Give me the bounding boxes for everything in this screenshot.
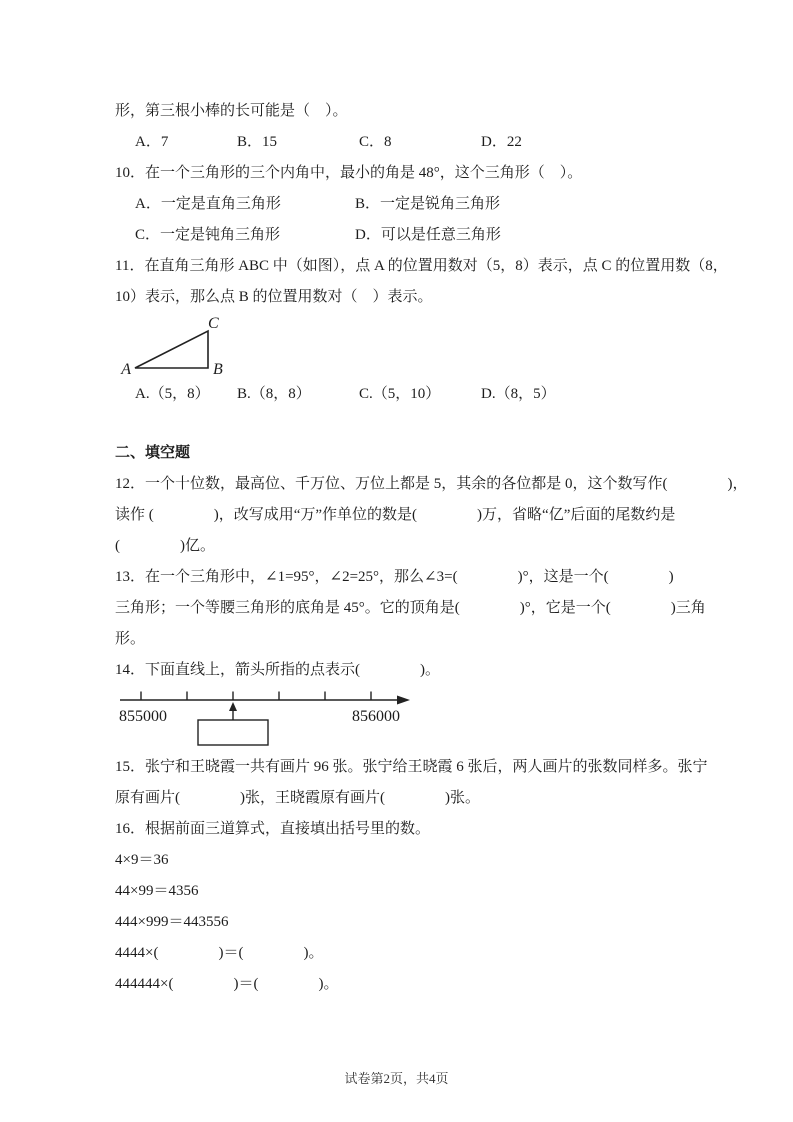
q10-option-b: B．一定是锐角三角形 bbox=[355, 196, 501, 212]
q9-option-a: A．7 bbox=[135, 134, 169, 150]
q11-stem-line-1: 11．在直角三角形 ABC 中（如图），点 A 的位置用数对（5，8）表示，点 C 的位置用数（8， bbox=[115, 258, 728, 274]
q13-line-1: 13．在一个三角形中，∠1=95°，∠2=25°，那么∠3=( )°，这是一个( ) bbox=[115, 569, 674, 585]
pointer-arrowhead bbox=[229, 702, 237, 711]
q9-option-d: D．22 bbox=[481, 134, 522, 150]
q12-line-3: ( )亿。 bbox=[115, 538, 215, 554]
answer-box bbox=[198, 720, 268, 745]
vertex-label-a: A bbox=[121, 361, 131, 378]
q12-line-1: 12．一个十位数，最高位、千万位、万位上都是 5，其余的各位都是 0，这个数写作( )， bbox=[115, 476, 748, 492]
q15-line-2: 原有画片( )张，王晓霞原有画片( )张。 bbox=[115, 790, 480, 806]
q10-options-row-2 bbox=[115, 220, 715, 251]
number-line-figure bbox=[117, 690, 437, 750]
q9-option-c: C．8 bbox=[359, 134, 392, 150]
vertex-label-c: C bbox=[208, 317, 219, 332]
axis-arrowhead bbox=[397, 696, 410, 705]
q15-line-1: 15．张宁和王晓霞一共有画片 96 张。张宁给王晓霞 6 张后，两人画片的张数同样多。张宁 bbox=[115, 759, 708, 775]
q11-stem-line-2: 10）表示，那么点 B 的位置用数对（ ）表示。 bbox=[115, 289, 433, 305]
q16-equation-3: 444×999＝443556 bbox=[115, 914, 229, 930]
q16-equation-4: 4444×( )＝( )。 bbox=[115, 945, 324, 961]
triangle-shape bbox=[135, 331, 208, 368]
q10-option-c: C．一定是钝角三角形 bbox=[135, 227, 281, 243]
number-line-right-label: 856000 bbox=[352, 708, 400, 725]
q11-options-row bbox=[115, 379, 715, 410]
q10-stem: 10．在一个三角形的三个内角中，最小的角是 48°，这个三角形（ ）。 bbox=[115, 165, 583, 181]
q9-options-row bbox=[115, 127, 715, 158]
q16-equation-1: 4×9＝36 bbox=[115, 852, 169, 868]
q13-line-3: 形。 bbox=[115, 631, 146, 647]
q13-line-2: 三角形；一个等腰三角形的底角是 45°。它的顶角是( )°，它是一个( )三角 bbox=[115, 600, 706, 616]
q11-option-c: C.（5，10） bbox=[359, 386, 441, 402]
q11-option-d: D.（8，5） bbox=[481, 386, 556, 402]
page-footer: 试卷第2页，共4页 bbox=[344, 1071, 449, 1086]
section-2-title: 二、填空题 bbox=[115, 445, 191, 461]
q10-option-a: A．一定是直角三角形 bbox=[135, 196, 281, 212]
q10-option-d: D．可以是任意三角形 bbox=[355, 227, 501, 243]
vertex-label-b: B bbox=[213, 361, 223, 378]
q10-options-row-1 bbox=[115, 189, 715, 220]
q12-line-2: 读作 ( )，改写成用“万”作单位的数是( )万，省略“亿”后面的尾数约是 bbox=[115, 507, 676, 523]
q9-option-b: B．15 bbox=[237, 134, 278, 150]
q16-equation-5: 444444×( )＝( )。 bbox=[115, 976, 339, 992]
number-line-left-label: 855000 bbox=[119, 708, 167, 725]
q16-equation-2: 44×99＝4356 bbox=[115, 883, 199, 899]
q14-stem: 14．下面直线上，箭头所指的点表示( )。 bbox=[115, 662, 440, 678]
q16-stem: 16．根据前面三道算式，直接填出括号里的数。 bbox=[115, 821, 431, 837]
right-triangle-figure bbox=[115, 317, 265, 379]
q11-option-a: A.（5，8） bbox=[135, 386, 210, 402]
q11-option-b: B.（8，8） bbox=[237, 386, 311, 402]
q9-tail-line: 形，第三根小棒的长可能是（ ）。 bbox=[115, 103, 348, 119]
